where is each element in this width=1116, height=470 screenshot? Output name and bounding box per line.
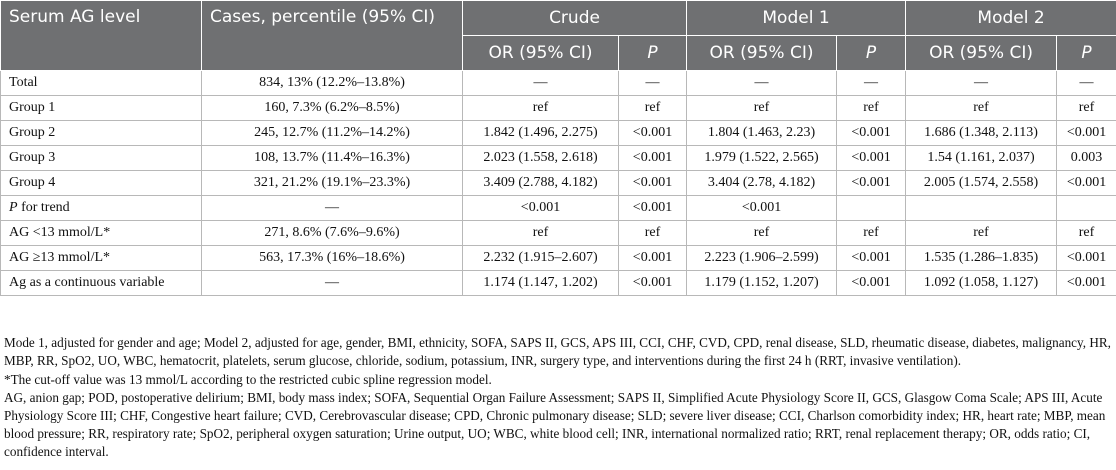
model1-or-cell: 2.223 (1.906–2.599) bbox=[687, 246, 837, 271]
table-row bbox=[1, 96, 1116, 121]
crude-or-cell: 3.409 (2.788, 4.182) bbox=[463, 171, 619, 196]
cases-cell: 271, 8.6% (7.6%–9.6%) bbox=[202, 221, 463, 246]
crude-or-cell: ref bbox=[463, 96, 619, 121]
table-row bbox=[1, 196, 1116, 221]
model1-or-cell: — bbox=[687, 71, 837, 96]
row-label: Ag as a continuous variable bbox=[1, 271, 202, 296]
model2-or-cell: 2.005 (1.574, 2.558) bbox=[906, 171, 1057, 196]
crude-or-cell: 1.174 (1.147, 1.202) bbox=[463, 271, 619, 296]
row-label: AG <13 mmol/L* bbox=[1, 221, 202, 246]
crude-p-cell: — bbox=[619, 71, 687, 96]
model1-p-cell: <0.001 bbox=[837, 246, 906, 271]
cases-cell: 108, 13.7% (11.4%–16.3%) bbox=[202, 146, 463, 171]
model2-p-cell bbox=[1057, 196, 1116, 221]
model2-p-cell: ref bbox=[1057, 221, 1116, 246]
table-row bbox=[1, 271, 1116, 296]
crude-or-cell: ref bbox=[463, 221, 619, 246]
row-label: Total bbox=[1, 71, 202, 96]
footnote-cutoff: *The cut-off value was 13 mmol/L according to the restricted cubic spline regression model. bbox=[4, 371, 492, 387]
row-label-italic: P bbox=[9, 200, 18, 215]
model1-p-cell bbox=[837, 196, 906, 221]
model2-or-cell: 1.686 (1.348, 2.113) bbox=[906, 121, 1057, 146]
model2-or-cell: ref bbox=[906, 96, 1057, 121]
header-crude: Crude bbox=[463, 1, 687, 36]
cases-cell: — bbox=[202, 271, 463, 296]
model2-p-cell: <0.001 bbox=[1057, 246, 1116, 271]
model1-or-cell: ref bbox=[687, 221, 837, 246]
model1-or-cell: 3.404 (2.78, 4.182) bbox=[687, 171, 837, 196]
crude-or-cell: 2.023 (1.558, 2.618) bbox=[463, 146, 619, 171]
cases-cell: 160, 7.3% (6.2%–8.5%) bbox=[202, 96, 463, 121]
cases-cell: 563, 17.3% (16%–18.6%) bbox=[202, 246, 463, 271]
row-label: AG ≥13 mmol/L* bbox=[1, 246, 202, 271]
row-label: Group 1 bbox=[1, 96, 202, 121]
model1-p-cell: ref bbox=[837, 221, 906, 246]
crude-p-cell: <0.001 bbox=[619, 271, 687, 296]
subheader-crude-p: P bbox=[619, 36, 687, 71]
model1-p-cell: — bbox=[837, 71, 906, 96]
crude-p-cell: <0.001 bbox=[619, 171, 687, 196]
model2-or-cell: 1.092 (1.058, 1.127) bbox=[906, 271, 1057, 296]
header-model2: Model 2 bbox=[906, 1, 1116, 36]
subheader-model2-or: OR (95% CI) bbox=[906, 36, 1057, 71]
row-label: Group 4 bbox=[1, 171, 202, 196]
subheader-model2-p: P bbox=[1057, 36, 1116, 71]
header-row-top bbox=[1, 1, 1116, 36]
subheader-model1-p: P bbox=[837, 36, 906, 71]
model2-p-cell: <0.001 bbox=[1057, 121, 1116, 146]
crude-or-cell: 2.232 (1.915–2.607) bbox=[463, 246, 619, 271]
model2-or-cell: — bbox=[906, 71, 1057, 96]
row-label-p-for-trend bbox=[1, 196, 202, 221]
model1-or-cell: <0.001 bbox=[687, 196, 837, 221]
model1-p-cell: <0.001 bbox=[837, 171, 906, 196]
table-body bbox=[1, 71, 1116, 296]
cases-cell: 245, 12.7% (11.2%–14.2%) bbox=[202, 121, 463, 146]
model1-or-cell: 1.979 (1.522, 2.565) bbox=[687, 146, 837, 171]
model2-or-cell: 1.54 (1.161, 2.037) bbox=[906, 146, 1057, 171]
crude-p-cell: ref bbox=[619, 221, 687, 246]
crude-or-cell: 1.842 (1.496, 2.275) bbox=[463, 121, 619, 146]
header-model1: Model 1 bbox=[687, 1, 906, 36]
table-row bbox=[1, 146, 1116, 171]
model2-or-cell: ref bbox=[906, 221, 1057, 246]
table-row bbox=[1, 246, 1116, 271]
table-row bbox=[1, 171, 1116, 196]
model2-p-cell: <0.001 bbox=[1057, 171, 1116, 196]
subheader-model1-or: OR (95% CI) bbox=[687, 36, 837, 71]
model2-p-cell: — bbox=[1057, 71, 1116, 96]
row-label: Group 3 bbox=[1, 146, 202, 171]
model2-p-cell: <0.001 bbox=[1057, 271, 1116, 296]
model1-or-cell: ref bbox=[687, 96, 837, 121]
model1-p-cell: <0.001 bbox=[837, 121, 906, 146]
table-row bbox=[1, 121, 1116, 146]
crude-p-cell: <0.001 bbox=[619, 246, 687, 271]
footnote-models: Mode 1, adjusted for gender and age; Model 2, adjusted for age, gender, BMI, ethnicity, SOFA, SAPS II, GCS, APS III, CCI, CHF, CVD, CPD, renal disease, SLD, rheumatic disease, diabetes, malignancy, HR, MBP, RR, SpO2, UO, WBC, hematocrit, platelets, serum glucose, chloride, sodium, potassium, INR, surgery type, and interventions during the first 24 h (RRT, invasive ventilation). bbox=[4, 335, 1111, 368]
crude-p-cell: <0.001 bbox=[619, 196, 687, 221]
model2-or-cell: 1.535 (1.286–1.835) bbox=[906, 246, 1057, 271]
crude-p-cell: <0.001 bbox=[619, 146, 687, 171]
model2-p-cell: 0.003 bbox=[1057, 146, 1116, 171]
subheader-crude-or: OR (95% CI) bbox=[463, 36, 619, 71]
cases-cell: 834, 13% (12.2%–13.8%) bbox=[202, 71, 463, 96]
cases-cell: — bbox=[202, 196, 463, 221]
model1-p-cell: ref bbox=[837, 96, 906, 121]
crude-or-cell: <0.001 bbox=[463, 196, 619, 221]
table-row bbox=[1, 221, 1116, 246]
table-footnotes bbox=[4, 334, 1112, 462]
table-header bbox=[1, 1, 1116, 71]
crude-p-cell: ref bbox=[619, 96, 687, 121]
model1-or-cell: 1.179 (1.152, 1.207) bbox=[687, 271, 837, 296]
table-row bbox=[1, 71, 1116, 96]
header-serum-ag-level: Serum AG level bbox=[1, 1, 202, 71]
model1-or-cell: 1.804 (1.463, 2.23) bbox=[687, 121, 837, 146]
row-label: Group 2 bbox=[1, 121, 202, 146]
row-label-rest: for trend bbox=[17, 200, 70, 215]
cases-cell: 321, 21.2% (19.1%–23.3%) bbox=[202, 171, 463, 196]
crude-p-cell: <0.001 bbox=[619, 121, 687, 146]
model2-p-cell: ref bbox=[1057, 96, 1116, 121]
header-cases: Cases, percentile (95% CI) bbox=[202, 1, 463, 71]
model1-p-cell: <0.001 bbox=[837, 271, 906, 296]
footnote-abbreviations: AG, anion gap; POD, postoperative delirium; BMI, body mass index; SOFA, Sequential Organ Failure Assessment; SAPS II, Simplified Acute Physiology Score II, GCS, Glasgow Coma Scale; APS III, Acute Physiology Score III; CHF, Congestive heart failure; CVD, Cerebrovascular disease; CPD, Chronic pulmonary disease; SLD; severe liver disease; CCI, Charlson comorbidity index; HR, heart rate; MBP, mean blood pressure; RR, respiratory rate; SpO2, peripheral oxygen saturation; Urine output, UO; WBC, white blood cell; INR, international normalized ratio; RRT, renal replacement therapy; OR, odds ratio; CI, confidence interval. bbox=[4, 390, 1106, 459]
model1-p-cell: <0.001 bbox=[837, 146, 906, 171]
model2-or-cell bbox=[906, 196, 1057, 221]
crude-or-cell: — bbox=[463, 71, 619, 96]
